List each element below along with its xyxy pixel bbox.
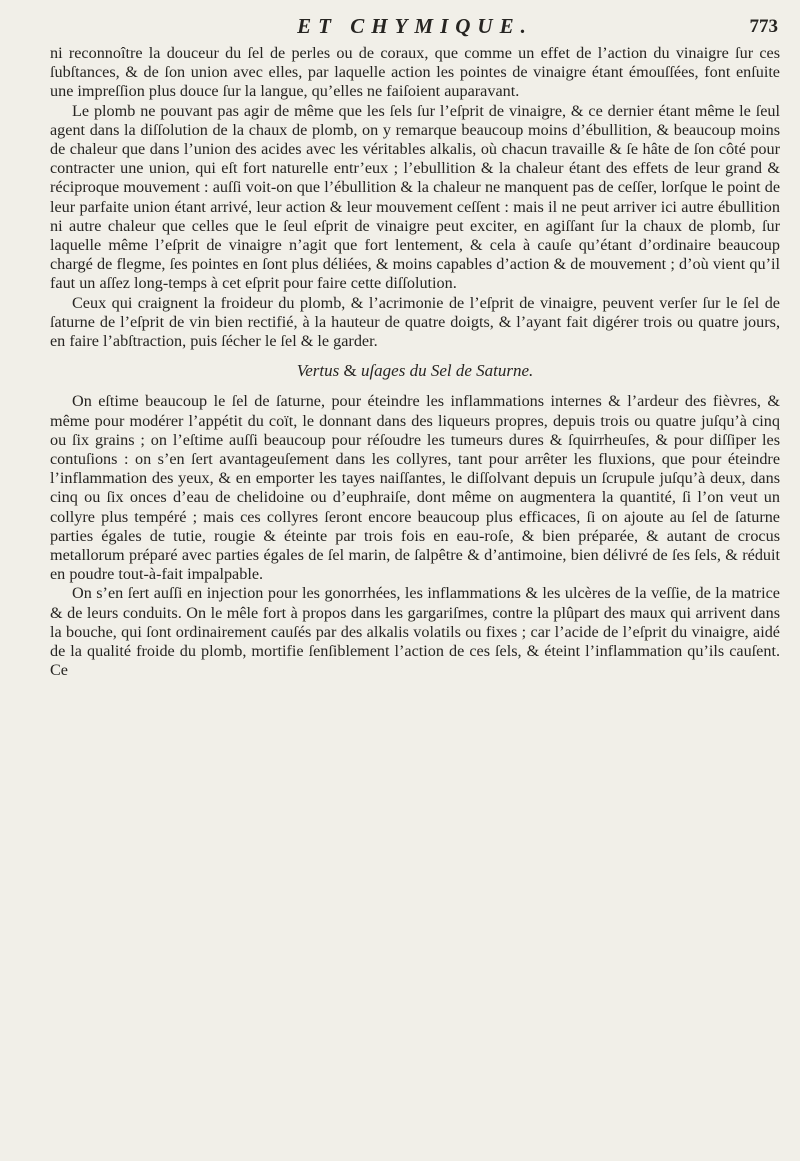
paragraph: Le plomb ne pouvant pas agir de même que les ſels ſur l’eſprit de vinaigre, & ce dernier étant même le ſeul agent dans la diſſolution de la chaux de plomb, on y remarque beaucoup moins d’ébullition, & beaucoup moins de chaleur que dans l’union des acides avec les véritables alkalis, où chacun travaille & ſe hâte de ſon côté pour contracter une union, qui eſt fort naturelle entr’eux ; l’ebullition & la chaleur étant des effets de leur grand & réciproque mouvement : auſſi voit-on que l’ébullition & la chaleur ne manquent pas de ceſſer, lorſque le point de leur parfaite union étant arrivé, leur action & leur mouvement ceſſent : mais il ne peut arriver ici autre ébullition ni autre chaleur que celles que le ſeul eſprit de vinaigre peut exciter, en agiſſant ſur la chaux de plomb, ſur laquelle même l’eſprit de vinaigre n’agit que fort lentement, & cela à cauſe qu’étant d’ordinaire beaucoup chargé de flegme, ſes pointes en ſont plus déliées, & moins capables d’action & de mouvement ; d’où vient qu’il faut un aſſez long-temps à cet eſprit pour faire cette diſſolution. bbox=[50, 101, 780, 293]
section-heading-ampersand: & bbox=[343, 361, 357, 381]
body-text bbox=[50, 44, 780, 681]
paragraph: On s’en ſert auſſi en injection pour les gonorrhées, les inflammations & les ulcères de la veſſie, de la matrice & de leurs conduits. On le mêle fort à propos dans les gargariſmes, contre la plûpart des maux qui arrivent dans la bouche, qui ſont ordinairement cauſés par des alkalis volatils ou fixes ; car l’acide de l’eſprit du vinaigre, aidé de la qualité froide du plomb, mortifie ſenſiblement l’action de ces ſels, & éteint l’inflammation qu’ils cauſent. Ce bbox=[50, 584, 780, 680]
section-heading-text: Vertus bbox=[296, 361, 344, 381]
paragraph: ni reconnoître la douceur du ſel de perles ou de coraux, que comme un effet de l’action du vinaigre ſur ces ſubſtances, & de ſon union avec elles, par laquelle action les pointes de vinaigre étant émouſſées, font enſuite une impreſſion plus douce ſur la langue, qu’elles ne faiſoient auparavant. bbox=[50, 44, 780, 101]
running-head: ET CHYMIQUE. bbox=[297, 14, 533, 38]
section-heading bbox=[50, 361, 780, 380]
section-heading-text: uſages du Sel de Saturne. bbox=[356, 361, 534, 381]
book-page bbox=[50, 14, 780, 681]
paragraph: Ceux qui craignent la froideur du plomb, & l’acrimonie de l’eſprit de vinaigre, peuvent verſer ſur le ſel de ſaturne de l’eſprit de vin bien rectifié, à la hauteur de quatre doigts, & l’ayant fait digérer trois ou quatre jours, en faire l’abſtraction, puis ſécher le ſel & le garder. bbox=[50, 293, 780, 351]
paragraph: On eſtime beaucoup le ſel de ſaturne, pour éteindre les inflammations internes & l’ardeur des fièvres, & même pour modérer l’appétit du coït, le donnant dans des liqueurs propres, depuis trois ou quatre juſqu’à cinq ou ſix grains ; on l’eſtime auſſi beaucoup pour réſoudre les tumeurs dures & ſquirrheuſes, & pour diſſiper les contuſions : on s’en ſert avantageuſement dans les collyres, tant pour arrêter les fluxions, que pour éteindre l’inflammation des yeux, & en emporter les tayes naiſſantes, le diſſolvant depuis un ſcrupule juſqu’à deux, dans cinq ou ſix onces d’eau de chelidoine ou d’euphraiſe, dont même on augmentera la quantité, ſi l’on veut un collyre plus tempéré ; mais ces collyres ſeront encore beaucoup plus efficaces, ſi on ajoute au ſel de ſaturne parties égales de tutie, rougie & éteinte par trois fois en eau-roſe, & bien préparée, & autant de crocus metallorum préparé avec parties égales de ſel marin, de ſalpêtre & d’antimoine, bien délivré de ſes ſels, & réduit en poudre tout-à-fait impalpable. bbox=[50, 392, 780, 584]
page-header bbox=[50, 14, 780, 44]
page-number: 773 bbox=[749, 16, 778, 37]
